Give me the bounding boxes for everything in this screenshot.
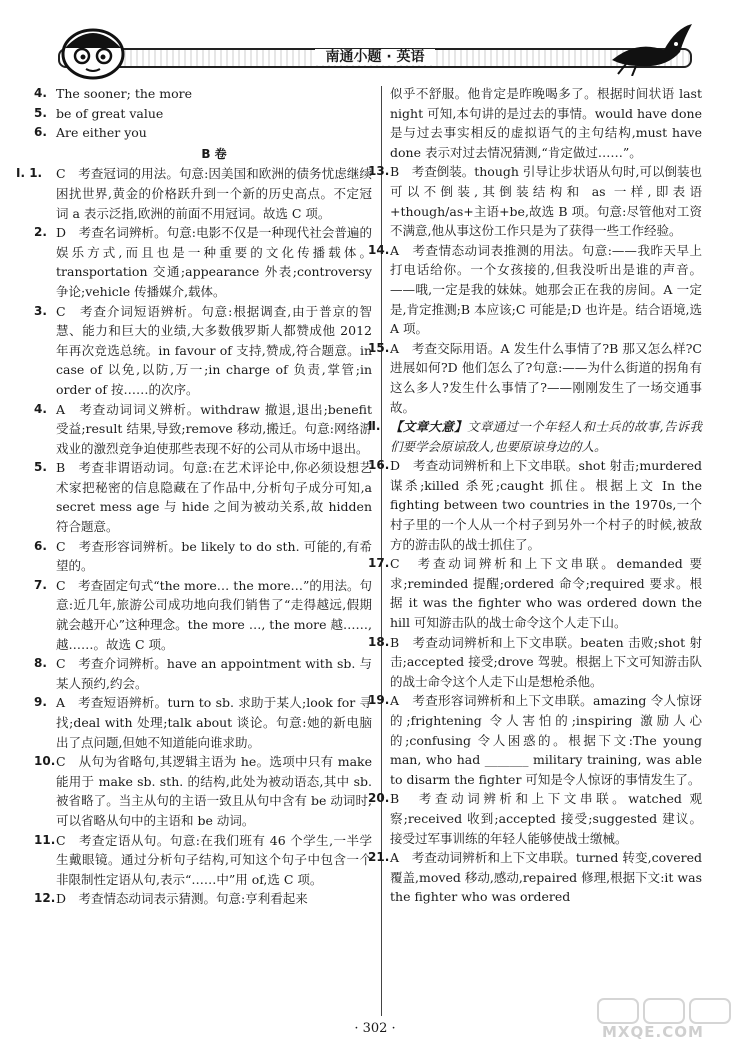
item-number: 16. xyxy=(368,458,390,473)
item-text: A 考查交际用语。A 发生什么事情了?B 那又怎么样?C 进展如何?D 他们怎么了?句意:——为什么街道的拐角有这么多人?发生什么事情了?——刚刚发生了一场交通事故。 xyxy=(390,340,702,415)
answer-item xyxy=(368,456,702,554)
answer-item xyxy=(368,789,702,848)
answer-item xyxy=(34,84,372,104)
item-number: 5. xyxy=(34,105,47,120)
item-number: 6. xyxy=(34,538,47,553)
item-number: 7. xyxy=(34,577,47,592)
item-text: be of great value xyxy=(56,105,164,121)
item-number: 18. xyxy=(368,634,390,649)
item-text: C 考查介词短语辨析。句意:根据调查,由于普京的智慧、能力和巨大的业绩,大多数俄罗斯人都赞成他 2012 年再次竞选总统。in favour of 支持,赞成,符合题意。in case of 以免,以防,万一;in charge of 负责,掌管;in order of 按……的次序。 xyxy=(56,303,372,397)
answer-item xyxy=(368,691,702,789)
answer-item xyxy=(34,889,372,909)
item-text: C 从句为省略句,其逻辑主语为 he。选项中只有 make 能用于 make sb. sth. 的结构,此处为被动语态,其中 sb. 被省略了。当主从句的主语一致且从句中含有 be 动词时,可以省略从句中的主语和 be 动词。 xyxy=(56,754,372,828)
item-text: C 考查冠词的用法。句意:因美国和欧洲的债务忧虑继续困扰世界,黄金的价格跃升到一个新的历史高点。不定冠词 a 表示泛指,欧洲的前面不用冠词。故选 C 项。 xyxy=(56,166,372,221)
item-text: D 考查动词辨析和上下文串联。shot 射击;murdered 谋杀;killed 杀死;caught 抓住。根据上文 In the fighting between two countries in the 1970s,一个村子里的一个人从一个村子到另外一个村子的时候,被敌方的游击队的战士抓住了。 xyxy=(390,458,702,552)
answer-item xyxy=(368,554,702,632)
answer-item xyxy=(34,752,372,830)
item-text: A 考查动词辨析和上下文串联。turned 转变,covered 覆盖,moved 移动,感动,repaired 修理,根据下文:it was the fighter who was ordered xyxy=(390,850,702,905)
answer-item xyxy=(34,576,372,654)
item-number: 8. xyxy=(34,656,47,671)
item-number: 14. xyxy=(368,242,390,257)
item-text: B 考查动词辨析和上下文串联。beaten 击败;shot 射击;accepted 接受;drove 驾驶。根据上下文可知游击队的战士命令这个人走下山是想枪杀他。 xyxy=(390,634,702,689)
item-number: 2. xyxy=(34,225,47,240)
left-column xyxy=(16,84,372,909)
answer-item xyxy=(34,104,372,124)
item-text: C 考查介词辨析。have an appointment with sb. 与某人预约,约会。 xyxy=(56,656,372,691)
item-text: D 考查名词辨析。句意:电影不仅是一种现代社会普遍的娱乐方式,而且也是一种重要的文化传播载体。transportation 交通;appearance 外表;controversy 争论;vehicle 传播媒介,载体。 xyxy=(56,225,372,299)
item-number: 21. xyxy=(368,850,390,865)
watermark-logo xyxy=(592,997,742,1043)
item-number: 12. xyxy=(34,891,56,906)
item-number: 19. xyxy=(368,693,390,708)
item-number: 3. xyxy=(34,303,47,318)
header-title: 南通小题 · 英语 xyxy=(18,48,732,66)
answer-item xyxy=(368,162,702,240)
item-number: 20. xyxy=(368,791,390,806)
answer-item xyxy=(34,123,372,143)
item-text: C 考查固定句式“the more… the more…”的用法。句意:近几年,旅游公司成功地向我们销售了“走得越远,假期就会越开心”这种理念。the more …, the more 越……,越……。故选 C 项。 xyxy=(56,577,372,652)
item-text: A 考查短语辨析。turn to sb. 求助于某人;look for 寻找;deal with 处理;talk about 谈论。句意:她的新电脑出了点问题,但她不知道能向谁求助。 xyxy=(56,695,372,750)
section-title-b: B 卷 xyxy=(201,146,227,161)
answer-item xyxy=(34,458,372,536)
answer-item xyxy=(368,339,702,417)
item-number: 11. xyxy=(34,832,56,847)
item-text: A 考查情态动词表推测的用法。句意:——我昨天早上打电话给你。一个女孩接的,但我没听出是谁的声音。——哦,一定是我的妹妹。她那会正在我的房间。A 一定是,肯定推测;B 本应该;C 可能是;D 也许是。结合语境,选 A 项。 xyxy=(390,242,702,337)
mascot-face-icon xyxy=(56,24,130,80)
answer-item xyxy=(368,848,702,907)
answer-item xyxy=(34,400,372,459)
item-number: 10. xyxy=(34,754,56,769)
item-text: A 考查形容词辨析和上下文串联。amazing 令人惊讶的;frightening 令人害怕的;inspiring 激励人心的;confusing 令人困惑的。根据下文:The young man, who had _______ military training, was able to disarm the fighter 可知是令人惊讶的事情发生了。 xyxy=(390,693,702,787)
item-number: 6. xyxy=(34,125,47,140)
item-text: D 考查情态动词表示猜测。句意:亨利看起来 xyxy=(56,891,308,907)
item-number: 4. xyxy=(34,86,47,100)
item-text: C 考查形容词辨析。be likely to do sth. 可能的,有希望的。 xyxy=(56,538,372,574)
summary-text: 文章通过一个年轻人和士兵的故事,告诉我们要学会原谅敌人,也要原谅身边的人。 xyxy=(390,419,702,454)
answer-item xyxy=(34,302,372,400)
article-summary xyxy=(368,417,702,456)
answer-item xyxy=(368,633,702,692)
answer-item xyxy=(16,164,372,223)
answer-item xyxy=(34,654,372,693)
item-text: B 考查动词辨析和上下文串联。watched 观察;received 收到;accepted 接受;suggested 建议。接受过军事训练的年轻人能够使战士缴械。 xyxy=(390,791,702,846)
watermark-text: MXQE.COM xyxy=(602,1023,704,1041)
item-number: 4. xyxy=(34,401,47,416)
item-number: Ⅱ. xyxy=(368,419,381,434)
answer-item xyxy=(34,693,372,752)
page-header xyxy=(18,8,732,76)
item-text: 似乎不舒服。他肯定是昨晚喝多了。根据时间状语 last night 可知,本句讲的是过去的事情。would have done 是与过去事实相反的虚拟语气的主句结构,must have done 表示对过去情况猜测,“肯定做过……”。 xyxy=(390,86,702,160)
item-text: The sooner; the more xyxy=(56,86,193,101)
answer-item-continued xyxy=(390,84,702,162)
page-number: · 302 · xyxy=(354,1021,396,1036)
right-column xyxy=(368,84,702,907)
item-text: B 考查倒装。though 引导让步状语从句时,可以倒装也可以不倒装,其倒装结构和 as 一样,即表语+though/as+主语+be,故选 B 项。句意:尽管他对工资不满意,他从事这份工作只是为了获得一些工作经验。 xyxy=(390,164,702,239)
item-number: Ⅰ. 1. xyxy=(16,166,43,181)
summary-label: 【文章大意】 xyxy=(390,419,468,435)
item-text: Are either you xyxy=(56,125,147,141)
item-number: 15. xyxy=(368,340,390,355)
answer-item xyxy=(34,831,372,890)
item-number: 9. xyxy=(34,695,47,710)
bird-icon xyxy=(606,20,696,76)
item-text: B 考查非谓语动词。句意:在艺术评论中,你必须设想艺术家把秘密的信息隐藏在了作品中,分析句子成分可知,a secret mess age 与 hide 之间为被动关系,故 hidden 符合题意。 xyxy=(56,460,372,535)
column-divider xyxy=(381,86,382,1016)
item-text: C 考查定语从句。句意:在我们班有 46 个学生,一半学生戴眼镜。通过分析句子结构,可知这个句子中包含一个非限制性定语从句,表示“……中”用 of,选 C 项。 xyxy=(56,832,372,887)
answer-item xyxy=(34,223,372,301)
item-number: 17. xyxy=(368,556,390,571)
item-number: 5. xyxy=(34,460,47,475)
item-text: C 考查动词辨析和上下文串联。demanded 要求;reminded 提醒;ordered 命令;required 要求。根据 it was the fighter who was ordered down the hill 可知游击队的战士命令这个人走下山。 xyxy=(390,556,702,631)
answer-item xyxy=(34,537,372,576)
item-text: A 考查动词词义辨析。withdraw 撤退,退出;benefit 受益;result 结果,导致;remove 移动,搬迁。句意:网络游戏业的激烈竞争迫使那些表现不好的公司从市场中退出。 xyxy=(56,401,372,456)
item-number: 13. xyxy=(368,164,390,179)
answer-item xyxy=(368,241,702,339)
